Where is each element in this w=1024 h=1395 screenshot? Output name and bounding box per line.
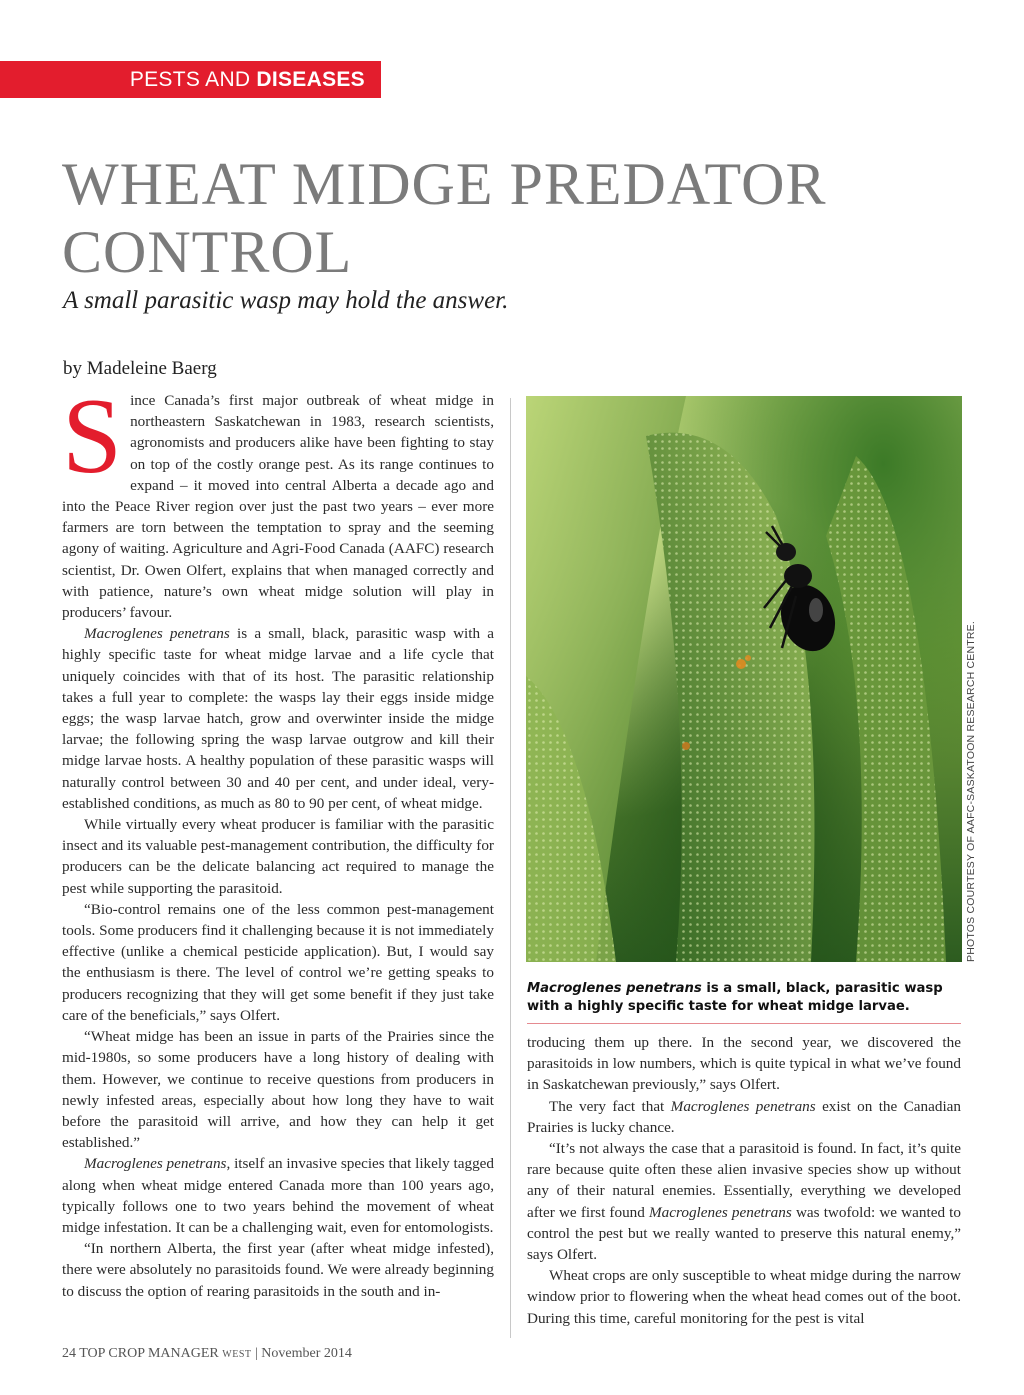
title-line-1: WHEAT MIDGE PREDATOR [62, 151, 827, 217]
paragraph [62, 377, 494, 623]
paragraph-text: The very fact that [549, 1097, 671, 1115]
paragraph: Wheat crops are only susceptible to wheat midge during the narrow window prior to flowering when the wheat head comes out of the boot. During this time, careful monitoring for the pest is vital [527, 1267, 961, 1327]
paragraph [527, 1138, 961, 1265]
paragraph-text: , itself an invasive species that likely tagged along when wheat midge entered Canada more than 100 years ago, typically follows one to two years behind the movement of wheat midge infestation. It can be a challenging wait, even for entomologists. [62, 1155, 495, 1236]
species-name: Macroglenes penetrans [84, 1155, 227, 1173]
page-number: 24 [62, 1346, 76, 1361]
footer-separator: | [254, 1346, 258, 1361]
caption-rule [527, 1023, 961, 1024]
left-column [62, 377, 495, 1340]
caption-species-name: Macroglenes penetrans [527, 981, 702, 996]
article-subtitle: A small parasitic wasp may hold the answer. [63, 287, 509, 314]
byline: by Madeleine Baerg [63, 358, 217, 379]
paragraph-text: exist on the Canadian Prairies is lucky chance. [527, 1097, 962, 1136]
article-title [62, 150, 962, 286]
page-footer [62, 1346, 352, 1362]
species-name: Macroglenes penetrans [670, 1097, 816, 1115]
section-emphasis: DISEASES [256, 67, 365, 91]
section-banner [0, 61, 381, 98]
paragraph-text: is a small, black, parasitic wasp with a highly specific taste for wheat midge larvae and a life cycle that uniquely coincides with that of its host. The parasitic relationship takes a full year to complete: the wasps lay their eggs inside midge eggs; the wasp larvae hatch, grow and overwinter inside the midge larvae; the following spring the wasp larvae outgrow and kill their midge larvae hosts. A healthy population of these parasitic wasps will naturally control between 30 and 40 per cent, and under ideal, very-established conditions, as much as 80 to 90 per cent, of wheat midge. [62, 625, 495, 812]
caption-text: is a small, black, parasitic wasp with a highly specific taste for wheat midge larvae. [527, 981, 943, 1014]
species-name: Macroglenes penetrans [649, 1203, 792, 1221]
paragraph: “Wheat midge has been an issue in parts of the Prairies since the mid-1980s, so some producers have a long history of dealing with them. However, we continue to receive questions from producers in newly infested areas, especially about how long they have to wait before the parasitoid will arrive, and how they can help it get established.” [62, 1028, 494, 1152]
right-column [527, 1032, 961, 1342]
paragraph-text: “It’s not always the case that a parasitoid is found. In fact, it’s quite rare because quite often these alien invasive species show up without any of their natural enemies. Essentially, everything we developed after we first found [527, 1140, 961, 1221]
paragraph-text: ince Canada’s first major outbreak of wheat midge in northeastern Saskatchewan in 1983, research scientists, agronomists and producers alike have been fighting to stay on top of the costly orange pest. As its range continues to expand – it moved into central Alberta a decade ago and into the Peace River region over just the past two years – ever more farmers are torn between the temptation to spray and the seeming agony of waiting. Agriculture and Agri-Food Canada (AAFC) research scientist, Dr. Owen Olfert, explains that when managed correctly and with patience, nature’s own wheat midge solution will play in producers’ favour. [62, 392, 494, 622]
edition-name: WEST [222, 1349, 252, 1360]
paragraph [62, 1153, 494, 1238]
wasp-photo-illustration [526, 396, 962, 962]
section-prefix: PESTS AND [129, 67, 251, 91]
paragraph [62, 623, 494, 814]
title-line-2: CONTROL [62, 219, 353, 285]
paragraph: While virtually every wheat producer is familiar with the parasitic insect and its valuable pest-management contribution, the difficulty for producers can be the delicate balancing act required to manage the pest while supporting the parasitoid. [62, 816, 494, 897]
issue-date: November 2014 [261, 1346, 352, 1361]
paragraph [527, 1096, 961, 1138]
wasp-photo [526, 396, 962, 962]
paragraph: troducing them up there. In the second year, we discovered the parasitoids in low numbers, which is quite typical in what we’ve found in Saskatchewan previously,” says Olfert. [527, 1034, 961, 1094]
photo-caption [527, 980, 963, 1016]
column-divider [510, 398, 511, 1338]
paragraph: “Bio-control remains one of the less common pest-management tools. Some producers find it challenging because it is not immediately effective (unlike a chemical pesticide application). But, I would say the enthusiasm is there. The level of control we’re getting speaks to producers recognizing that they will get some benefit if they just take care of the beneficials,” says Olfert. [62, 900, 494, 1024]
drop-cap: S [62, 377, 123, 496]
paragraph-text: was twofold: we wanted to control the pest but we really wanted to preserve this natural enemy,” says Olfert. [527, 1203, 961, 1264]
photo-credit: PHOTOS COURTESY OF AAFC-SASKATOON RESEARCH CENTRE. [965, 620, 977, 962]
magazine-name: TOP CROP MANAGER [79, 1346, 219, 1361]
paragraph: “In northern Alberta, the first year (after wheat midge infested), there were absolutely no parasitoids found. We were already beginning to discuss the option of rearing parasitoids in the south and in- [62, 1240, 494, 1300]
species-name: Macroglenes penetrans [84, 625, 230, 643]
